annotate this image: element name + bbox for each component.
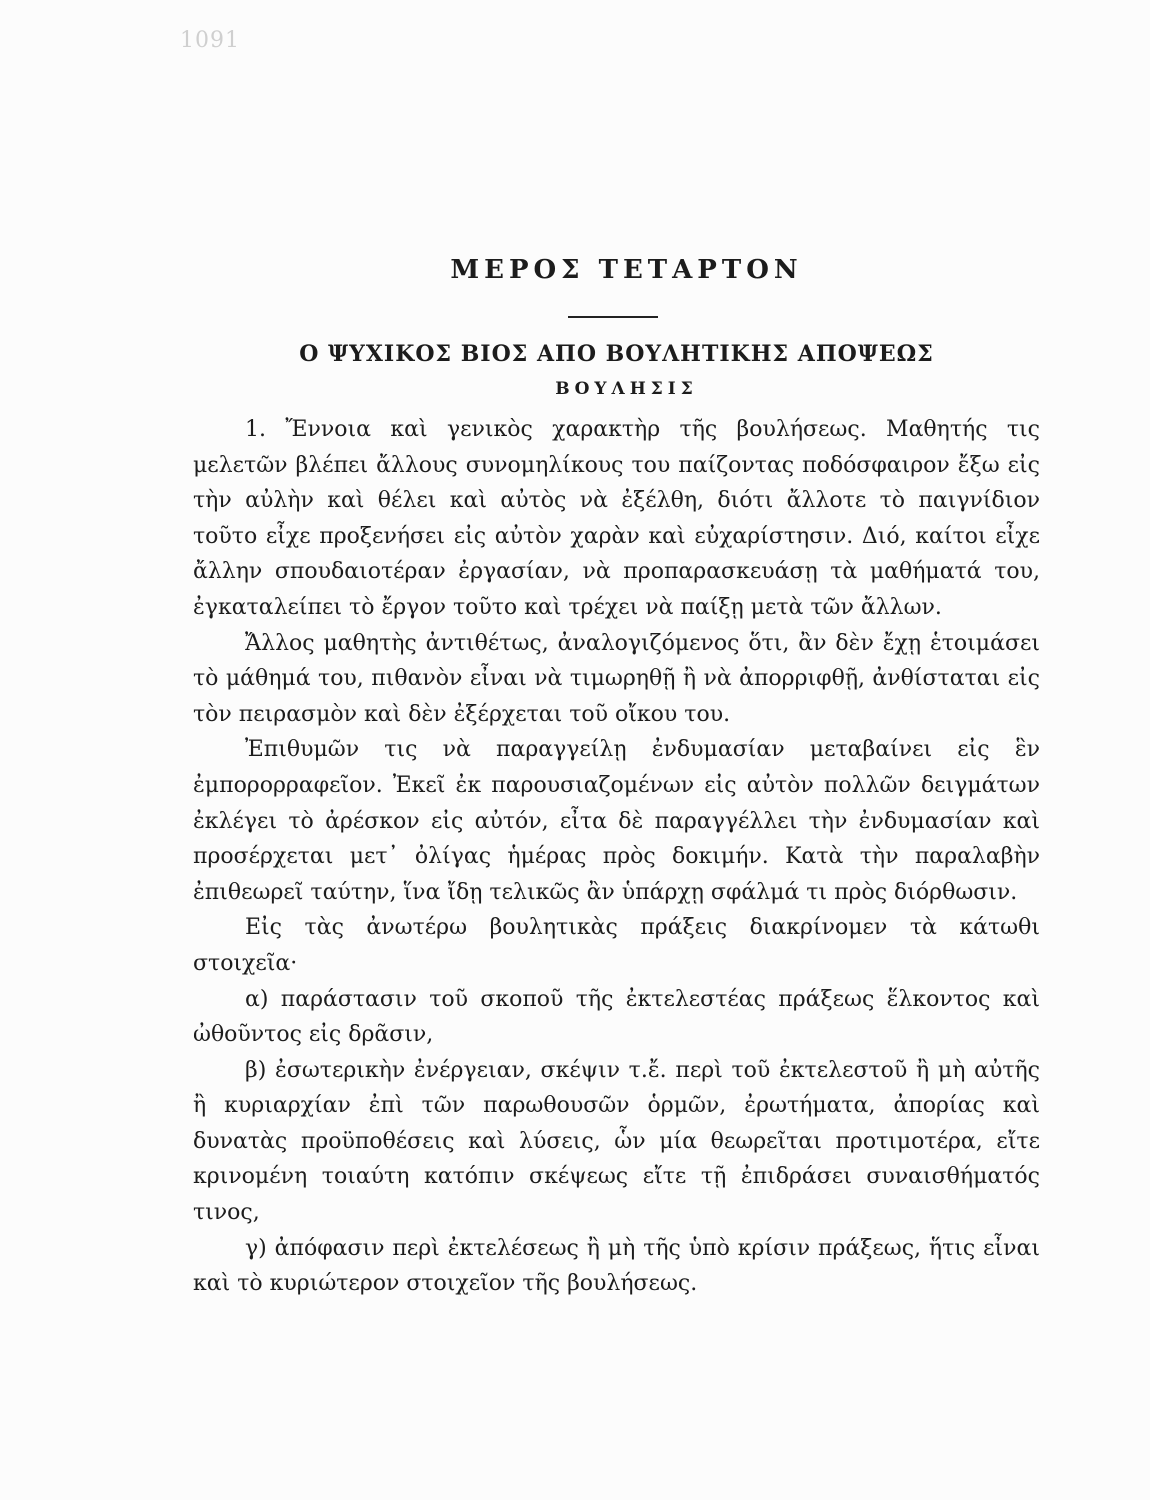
list-item-a: α) παράστασιν τοῦ σκοποῦ τῆς ἐκτελεστέας πράξεως ἕλκοντος καὶ ὠθοῦντος εἰς δρᾶσιν, (193, 986, 1040, 1048)
title-divider (568, 316, 658, 318)
paragraph-4: Εἰς τὰς ἀνωτέρω βουλητικὰς πράξεις διακρίνομεν τὰ κάτωθι στοιχεῖα· (193, 915, 1040, 976)
list-item-c: γ) ἀπόφασιν περὶ ἐκτελέσεως ἢ μὴ τῆς ὑπὸ κρίσιν πράξεως, ἥτις εἶναι καὶ τὸ κυριώτερον στοιχεῖον τῆς βουλήσεως. (193, 1235, 1040, 1297)
paragraph-3: Ἐπιθυμῶν τις νὰ παραγγείλῃ ἐνδυμασίαν μεταβαίνει εἰς ἓν ἐμπορορραφεῖον. Ἐκεῖ ἐκ παρουσιαζομένων εἰς αὐτὸν πολλῶν δειγμάτων ἐκλέγει τὸ ἀρέσκον εἰς αὐτόν, εἶτα δὲ παραγγέλλει τὴν ἐνδυμασίαν καὶ προσέρχεται μετ᾿ ὀλίγας ἡμέρας πρὸς δοκιμήν. Κατὰ τὴν παραλαβὴν ἐπιθεωρεῖ ταύτην, ἵνα ἴδῃ τελικῶς ἂν ὑπάρχῃ σφάλμά τι πρὸς διόρθωσιν. (193, 737, 1040, 905)
chapter-subtitle: Ο ΨΥΧΙΚΟΣ ΒΙΟΣ ΑΠΟ ΒΟΥΛΗΤΙΚΗΣ ΑΠΟΨΕΩΣ (299, 341, 934, 367)
page-content (193, 252, 1040, 1302)
paragraph-2: Ἄλλος μαθητὴς ἀντιθέτως, ἀναλογιζόμενος ὅτι, ἂν δὲν ἔχῃ ἑτοιμάσει τὸ μάθημά του, πιθανὸν εἶναι νὰ τιμωρηθῇ ἢ νὰ ἀπορριφθῇ, ἀνθίσταται εἰς τὸν πειρασμὸν καὶ δὲν ἐξέρχεται τοῦ οἴκου του. (193, 630, 1040, 727)
part-title: ΜΕΡΟΣ ΤΕΤΑΡΤΟΝ (450, 255, 803, 285)
body-text (193, 412, 1040, 1302)
paragraph-1: 1. Ἔννοια καὶ γενικὸς χαρακτὴρ τῆς βουλήσεως. Μαθητής τις μελετῶν βλέπει ἄλλους συνομηλίκους του παίζοντας ποδόσφαιρον ἔξω εἰς τὴν αὐλὴν καὶ θέλει καὶ αὐτὸς νὰ ἐξέλθη, διότι ἄλλοτε τὸ παιγνίδιον τοῦτο εἶχε προξενήσει εἰς αὐτὸν χαρὰν καὶ εὐχαρίστησιν. Διό, καίτοι εἶχε ἄλλην σπουδαιοτέραν ἐργασίαν, νὰ προπαρασκευάσῃ τὰ μαθήματά του, ἐγκαταλείπει τὸ ἔργον τοῦτο καὶ τρέχει νὰ παίξῃ μετὰ τῶν ἄλλων. (193, 417, 1040, 620)
list-item-b: β) ἐσωτερικὴν ἐνέργειαν, σκέψιν τ.ἔ. περὶ τοῦ ἐκτελεστοῦ ἢ μὴ αὐτῆς ἢ κυριαρχίαν ἐπὶ τῶν παρωθουσῶν ὁρμῶν, ἐρωτήματα, ἀπορίας καὶ δυνατὰς προϋποθέσεις καὶ λύσεις, ὧν μία θεωρεῖται προτιμοτέρα, εἴτε κρινομένη τοιαύτη κατόπιν σκέψεως εἴτε τῇ ἐπιδράσει συναισθήματός τινος, (193, 1057, 1040, 1226)
page-number: 1091 (180, 28, 240, 53)
section-title: ΒΟΥΛΗΣΙΣ (555, 379, 698, 399)
